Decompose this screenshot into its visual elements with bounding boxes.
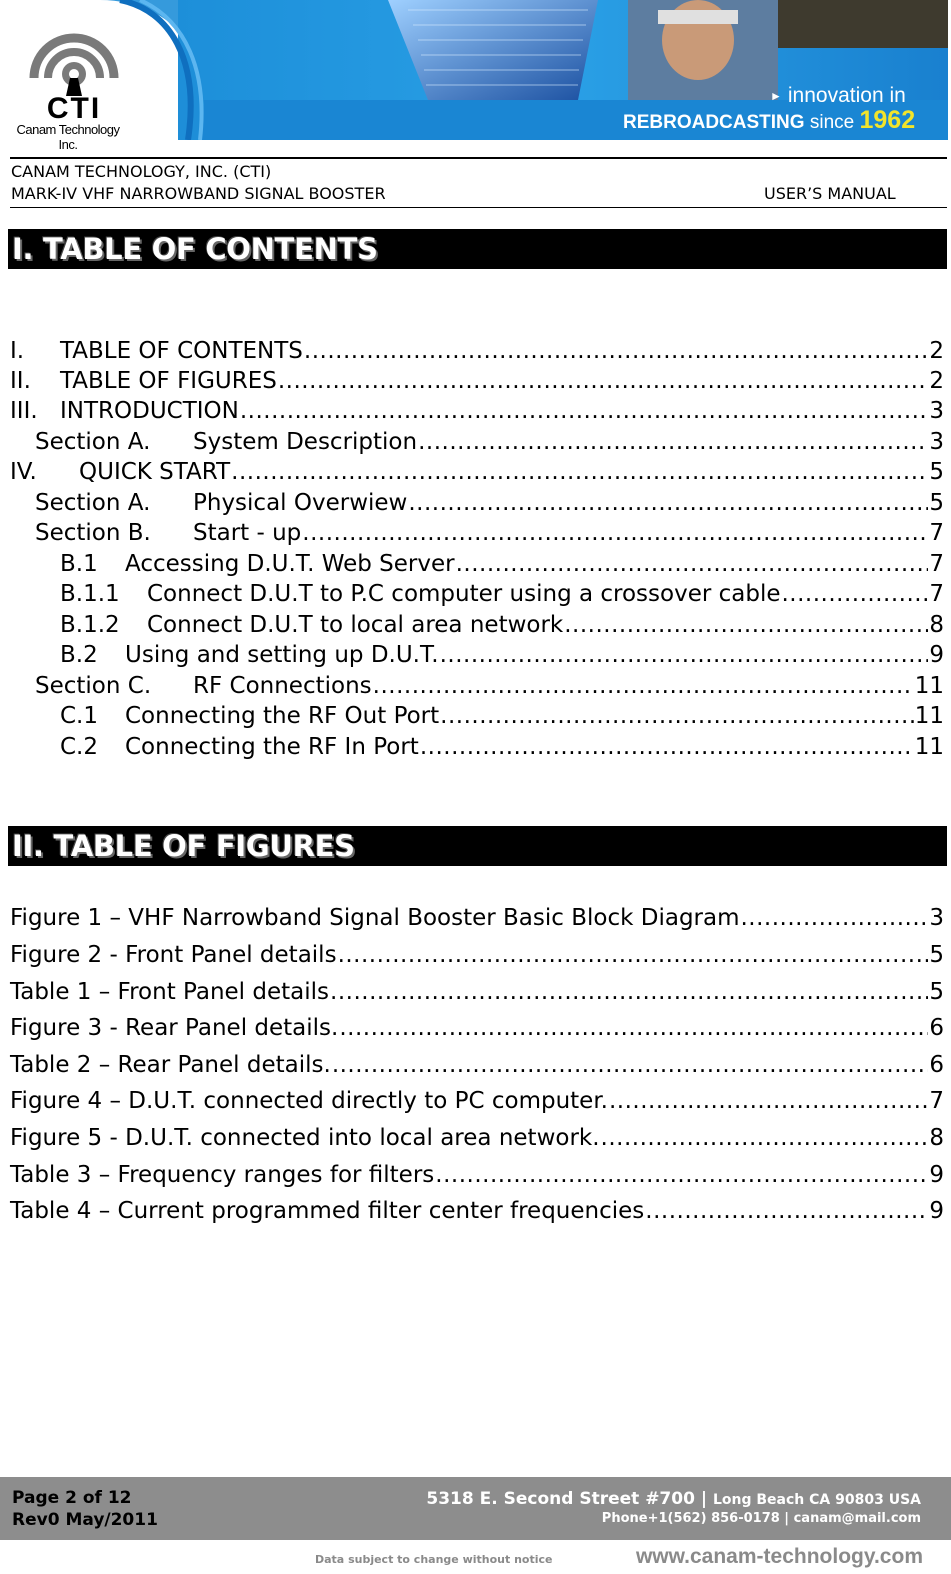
tof-heading-bar <box>8 826 947 866</box>
toc-entry[interactable]: III. INTRODUCTION ..... 3 <box>10 398 944 428</box>
toc-entry[interactable]: I. TABLE OF CONTENTS ..... 2 <box>10 338 944 368</box>
toc-entry[interactable]: C.1 Connecting the RF Out Port ..... 11 <box>60 703 944 733</box>
svg-text:CTI: CTI <box>46 92 102 122</box>
page-banner <box>0 0 951 152</box>
header-doc-type: USER’S MANUAL <box>764 184 896 203</box>
toc-entry[interactable]: B.1.2 Connect D.U.T to local area network ..... 8 <box>60 612 944 642</box>
footer-phone: Phone+1(562) 856-0178 <box>601 1511 780 1526</box>
footer-email[interactable]: canam@mail.com <box>793 1511 921 1526</box>
triangle-icon: ► <box>770 89 782 103</box>
toc-heading: I. TABLE OF CONTENTS <box>12 232 378 266</box>
revision: Rev0 May/2011 <box>12 1510 158 1530</box>
banner-subtagline: REBROADCASTING since 1962 <box>623 106 916 134</box>
figure-entry[interactable]: Table 3 – Frequency ranges for filters ..... 9 <box>10 1162 944 1196</box>
toc-entry[interactable]: Section A. System Description ..... 3 <box>35 429 944 459</box>
toc-entry[interactable]: II. TABLE OF FIGURES ..... 2 <box>10 368 944 398</box>
footer-contact: Phone+1(562) 856-0178 | canam@mail.com <box>601 1511 921 1526</box>
toc-entry[interactable]: B.1.1 Connect D.U.T to P.C computer using a crossover cable ..... 7 <box>60 581 944 611</box>
figure-entry[interactable]: Figure 3 - Rear Panel details. ..... 6 <box>10 1015 944 1049</box>
footer-page-info <box>12 1487 158 1531</box>
toc-entry[interactable]: IV. QUICK START ..... 5 <box>10 459 944 489</box>
figure-entry[interactable]: Table 1 – Front Panel details ..... 5 <box>10 979 944 1013</box>
figure-entry[interactable]: Table 2 – Rear Panel details. ..... 6 <box>10 1052 944 1086</box>
figure-entry[interactable]: Figure 1 – VHF Narrowband Signal Booster Basic Block Diagram ..... 3 <box>10 905 944 939</box>
figure-entry[interactable]: Table 4 – Current programmed filter center frequencies ..... 9 <box>10 1198 944 1232</box>
header-product: MARK-IV VHF NARROWBAND SIGNAL BOOSTER <box>11 184 386 203</box>
toc-entry[interactable]: Section A. Physical Overwiew ..... 5 <box>35 490 944 520</box>
header-rule-top <box>10 157 947 159</box>
toc-entry[interactable]: C.2 Connecting the RF In Port ..... 11 <box>60 734 944 764</box>
logo-company-name: Canam Technology Inc. <box>16 122 120 152</box>
toc-entry[interactable]: Section C. RF Connections ..... 11 <box>35 673 944 703</box>
header-rule-bottom <box>10 207 947 208</box>
figure-entry[interactable]: Figure 2 - Front Panel details ..... 5 <box>10 942 944 976</box>
figure-entry[interactable]: Figure 4 – D.U.T. connected directly to PC computer. ..... 7 <box>10 1088 944 1122</box>
header-company: CANAM TECHNOLOGY, INC. (CTI) <box>11 162 272 181</box>
tof-heading: II. TABLE OF FIGURES <box>12 829 355 863</box>
footer-address: 5318 E. Second Street #700 | Long Beach CA 90803 USA <box>426 1489 921 1509</box>
banner-swoosh <box>100 0 220 140</box>
page-number: Page 2 of 12 <box>12 1488 132 1508</box>
footer-disclaimer: Data subject to change without notice <box>315 1553 553 1566</box>
footer-website-link[interactable]: www.canam-technology.com <box>635 1545 923 1568</box>
figure-entry[interactable]: Figure 5 - D.U.T. connected into local area network. ..... 8 <box>10 1125 944 1159</box>
toc-entry[interactable]: Section B. Start - up ..... 7 <box>35 520 944 550</box>
toc-entry[interactable]: B.1 Accessing D.U.T. Web Server ..... 7 <box>60 551 944 581</box>
toc-heading-bar <box>8 229 947 269</box>
banner-tagline: ► innovation in <box>770 84 906 107</box>
toc-entry[interactable]: B.2 Using and setting up D.U.T. ..... 9 <box>60 642 944 672</box>
